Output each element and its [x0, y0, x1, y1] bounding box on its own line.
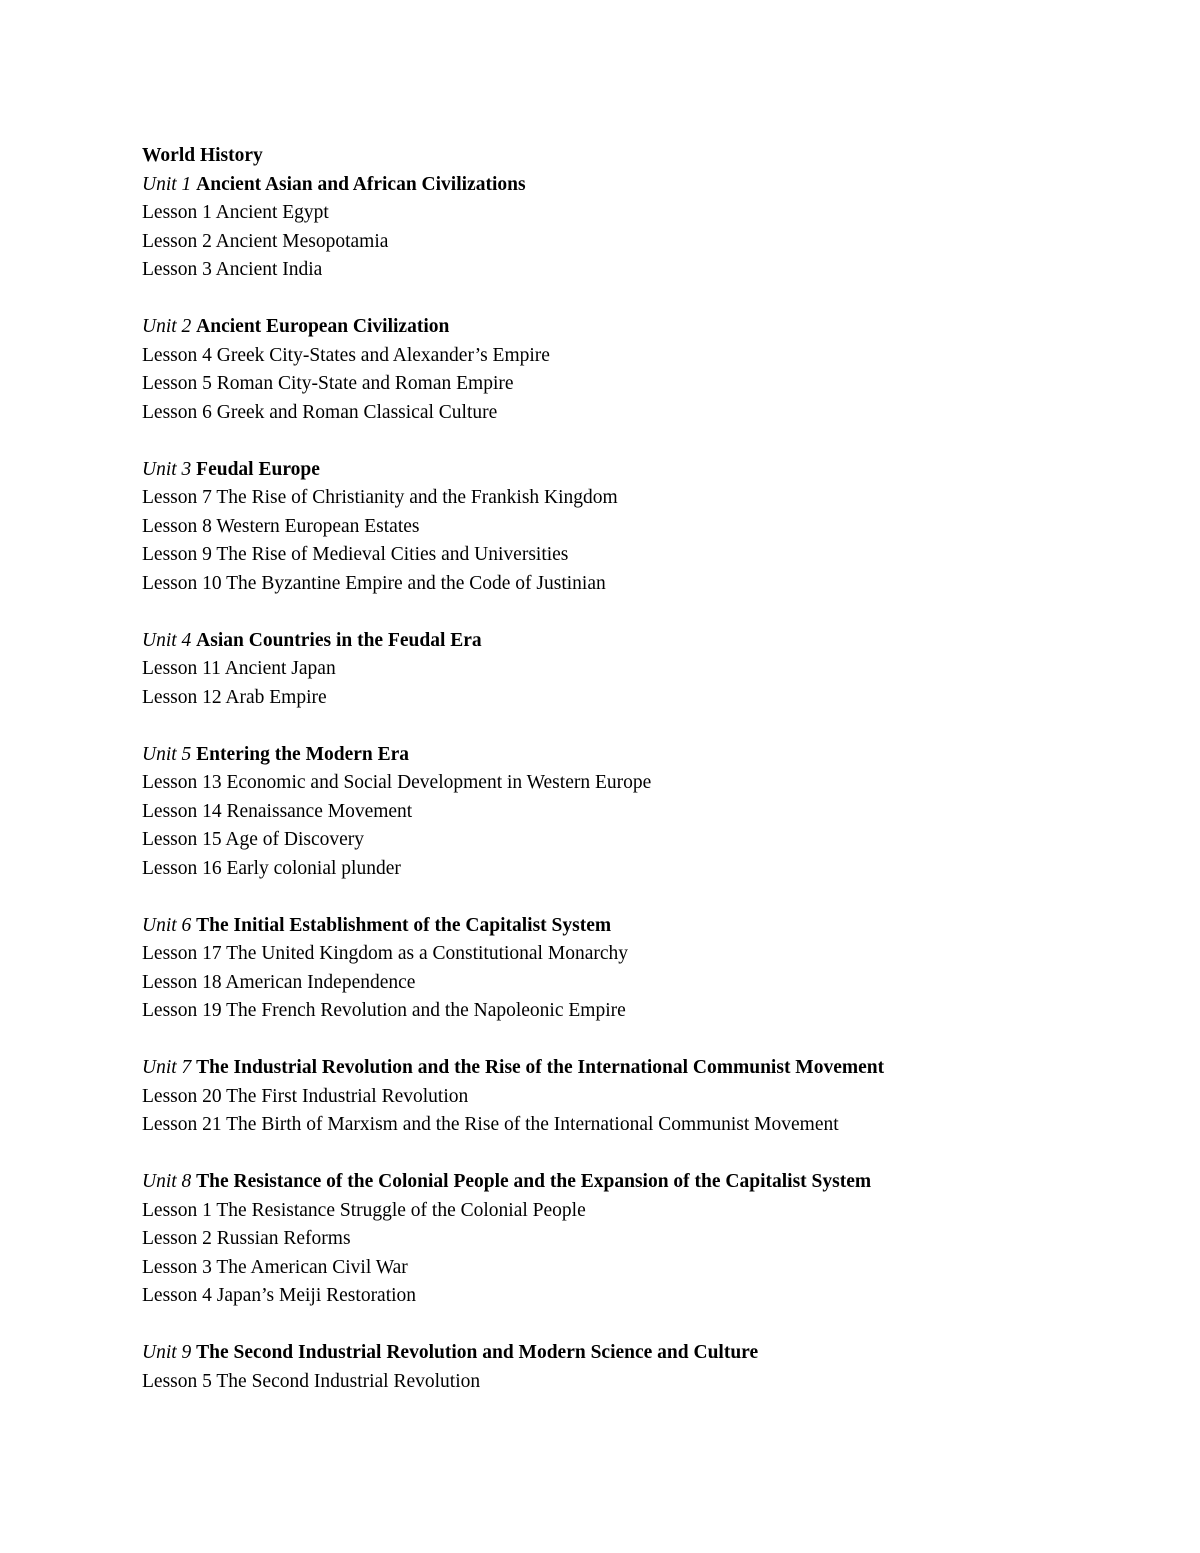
- lesson-item: Lesson 18 American Independence: [142, 971, 416, 993]
- unit-name: The Resistance of the Colonial People and the Expansion of the Capitalist System: [196, 1171, 872, 1192]
- unit-section: [142, 912, 1142, 1026]
- lesson-item: Lesson 1 The Resistance Struggle of the Colonial People: [142, 1199, 586, 1221]
- unit-heading: [142, 741, 1142, 770]
- unit-name: Ancient Asian and African Civilizations: [196, 173, 526, 195]
- lesson-item: Lesson 16 Early colonial plunder: [142, 857, 401, 879]
- lesson-item: Lesson 1 Ancient Egypt: [142, 202, 329, 223]
- document-page: [142, 142, 1142, 1425]
- unit-name: Feudal Europe: [196, 458, 320, 480]
- unit-heading: [142, 1054, 1142, 1083]
- lesson-item: Lesson 4 Japan’s Meiji Restoration: [142, 1285, 417, 1306]
- lesson-item: Lesson 19 The French Revolution and the Napoleonic Empire: [142, 1000, 626, 1021]
- lesson-item: Lesson 9 The Rise of Medieval Cities and Universities: [142, 544, 569, 565]
- lesson-item: Lesson 5 Roman City-State and Roman Empire: [142, 373, 514, 394]
- unit-section: [142, 741, 1142, 884]
- lesson-item: Lesson 12 Arab Empire: [142, 686, 327, 708]
- unit-name: The Industrial Revolution and the Rise of the International Communist Movement: [196, 1057, 885, 1078]
- unit-section: [142, 1339, 1142, 1396]
- document-title: World History: [142, 145, 263, 166]
- unit-section: [142, 171, 1142, 285]
- unit-label: Unit 8: [142, 1171, 192, 1192]
- lesson-item: Lesson 3 Ancient India: [142, 259, 323, 280]
- unit-section: [142, 627, 1142, 713]
- lesson-item: Lesson 7 The Rise of Christianity and the Frankish Kingdom: [142, 487, 618, 508]
- lesson-item: Lesson 5 The Second Industrial Revolution: [142, 1370, 481, 1392]
- lesson-item: Lesson 8 Western European Estates: [142, 515, 420, 537]
- unit-label: Unit 2: [142, 316, 192, 337]
- unit-name: Ancient European Civilization: [196, 316, 450, 337]
- unit-label: Unit 3: [142, 458, 192, 480]
- unit-label: Unit 5: [142, 743, 192, 765]
- unit-label: Unit 6: [142, 914, 192, 936]
- unit-heading: [142, 912, 1142, 941]
- unit-label: Unit 9: [142, 1342, 192, 1363]
- lesson-item: Lesson 13 Economic and Social Development in Western Europe: [142, 772, 652, 793]
- lesson-item: Lesson 10 The Byzantine Empire and the Code of Justinian: [142, 572, 606, 594]
- unit-label: Unit 1: [142, 173, 192, 195]
- lesson-item: Lesson 20 The First Industrial Revolution: [142, 1085, 469, 1107]
- unit-section: [142, 1168, 1142, 1311]
- unit-heading: [142, 1168, 1142, 1197]
- lesson-item: Lesson 14 Renaissance Movement: [142, 800, 413, 822]
- unit-heading: [142, 456, 1142, 485]
- unit-section: [142, 313, 1142, 427]
- lesson-item: Lesson 2 Ancient Mesopotamia: [142, 230, 389, 252]
- unit-heading: [142, 313, 1142, 342]
- lesson-item: Lesson 2 Russian Reforms: [142, 1228, 351, 1249]
- lesson-item: Lesson 6 Greek and Roman Classical Culture: [142, 401, 498, 423]
- lesson-item: Lesson 17 The United Kingdom as a Constitutional Monarchy: [142, 943, 628, 964]
- lesson-item: Lesson 21 The Birth of Marxism and the Rise of the International Communist Movement: [142, 1114, 839, 1135]
- unit-heading: [142, 171, 1142, 200]
- lesson-item: Lesson 11 Ancient Japan: [142, 658, 336, 679]
- unit-heading: [142, 627, 1142, 656]
- lesson-item: Lesson 15 Age of Discovery: [142, 829, 365, 850]
- unit-name: The Initial Establishment of the Capitalist System: [196, 914, 612, 936]
- unit-section: [142, 1054, 1142, 1140]
- unit-label: Unit 4: [142, 629, 192, 651]
- unit-name: Asian Countries in the Feudal Era: [196, 629, 482, 651]
- unit-section: [142, 456, 1142, 599]
- unit-label: Unit 7: [142, 1057, 192, 1078]
- unit-name: Entering the Modern Era: [196, 743, 410, 765]
- unit-heading: [142, 1339, 1142, 1368]
- lesson-item: Lesson 4 Greek City-States and Alexander’s Empire: [142, 344, 550, 366]
- unit-name: The Second Industrial Revolution and Modern Science and Culture: [196, 1342, 759, 1363]
- lesson-item: Lesson 3 The American Civil War: [142, 1256, 408, 1278]
